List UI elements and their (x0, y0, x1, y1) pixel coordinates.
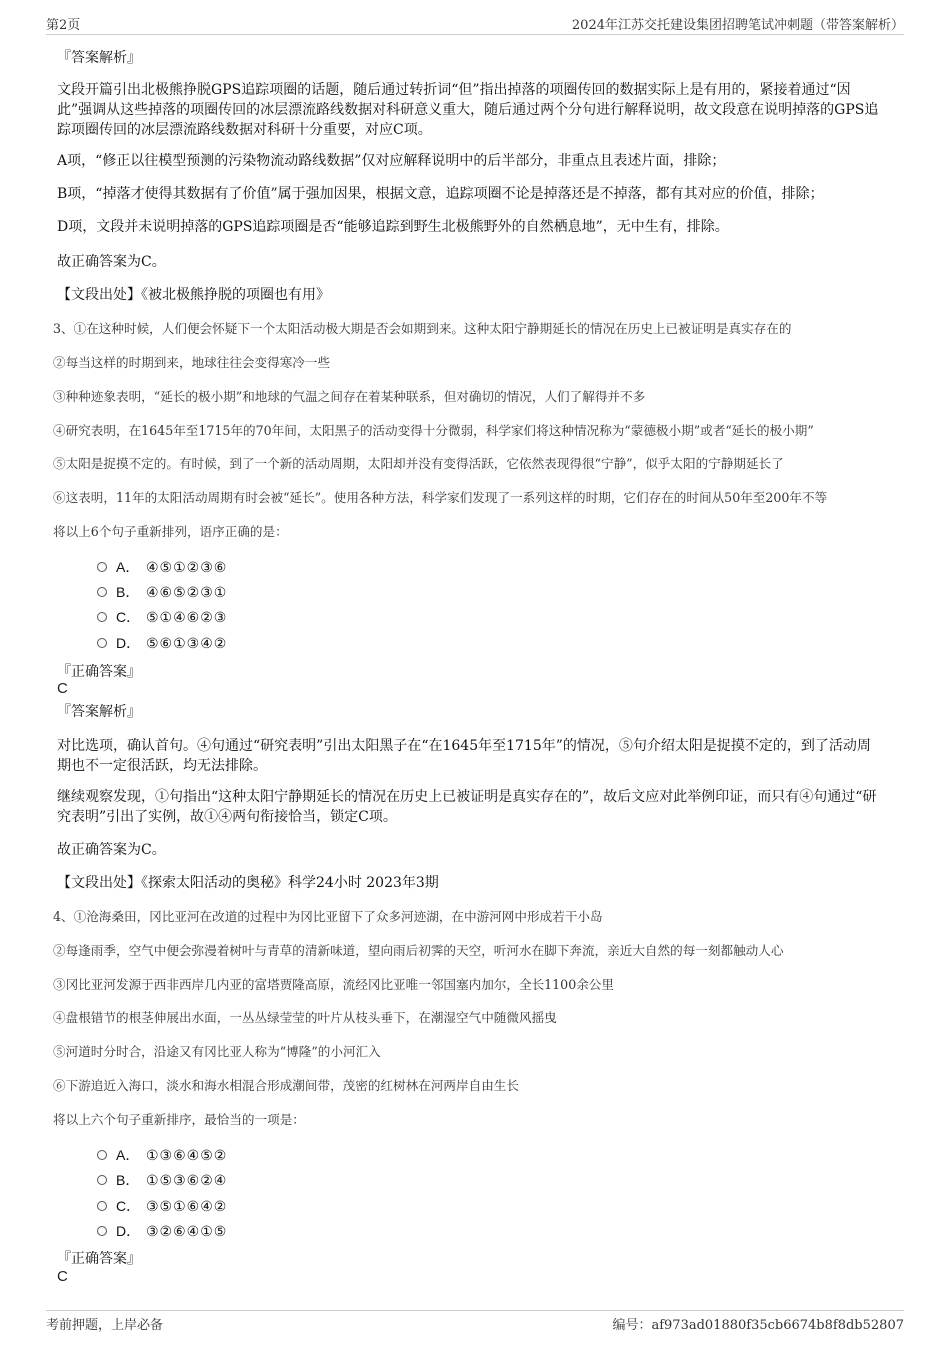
document-title: 2024年江苏交托建设集团招聘笔试冲刺题（带答案解析） (571, 18, 904, 33)
correct-answer-label: 『正确答案』 (57, 664, 141, 680)
passage-source: 【文段出处】《探索太阳活动的奥秘》科学24小时 2023年3期 (57, 875, 439, 891)
question-stem-line: ⑤河道时分时合，沿途又有冈比亚人称为“博隆”的小河汇入 (53, 1044, 381, 1059)
question-prompt: 将以上六个句子重新排序，最恰当的一项是： (53, 1112, 305, 1127)
question-stem-line: ⑥这表明，11年的太阳活动周期有时会被“延长”。使用各种方法，科学家们发现了一系列这样的时期，它们存在的时间从50年至200年不等 (53, 490, 828, 505)
radio-icon[interactable] (97, 562, 107, 572)
question-stem-line: 4、①沧海桑田，冈比亚河在改道的过程中为冈比亚留下了众多河迹湖，在中游河网中形成若干小岛 (53, 909, 603, 924)
question-stem-line: 3、①在这种时候，人们便会怀疑下一个太阳活动极大期是否会如期到来。这种太阳宁静期延长的情况在历史上已被证明是真实存在的 (53, 321, 792, 336)
radio-icon[interactable] (97, 1175, 107, 1185)
radio-icon[interactable] (97, 1201, 107, 1211)
option-a[interactable]: A． ④⑤①②③⑥ (97, 557, 227, 577)
footer-slogan: 考前押题，上岸必备 (46, 1318, 164, 1333)
question-stem-line: ⑤太阳是捉摸不定的。有时候，到了一个新的活动周期，太阳却并没有变得活跃，它依然表现得很“宁静”，似乎太阳的宁静期延长了 (53, 456, 784, 471)
correct-answer-label: 『正确答案』 (57, 1251, 141, 1267)
question-stem-line: ③冈比亚河发源于西非西岸几内亚的富塔贾隆高原，流经冈比亚唯一邻国塞内加尔，全长1100余公里 (53, 977, 614, 992)
question-stem-line: ④盘根错节的根茎伸展出水面，一丛丛绿莹莹的叶片从枝头垂下，在潮湿空气中随微风摇曳 (53, 1010, 557, 1025)
question-stem-line: ②每当这样的时期到来，地球往往会变得寒冷一些 (53, 355, 331, 370)
answer-analysis-label: 『答案解析』 (57, 704, 141, 720)
analysis-paragraph: 文段开篇引出北极熊挣脱GPS追踪项圈的话题，随后通过转折词“但”指出掉落的项圈传回的数据实际上是有用的，紧接着通过“因此”强调从这些掉落的项圈传回的冰层漂流路线数据对科研意义重大，随后通过两个分句进行解释说明，故文段意在说明掉落的GPS追踪项圈传回的冰层漂流路线数据对科研十分重要，对应C项。 (57, 82, 879, 138)
option-b[interactable]: B． ④⑥⑤②③① (97, 582, 227, 602)
radio-icon[interactable] (97, 638, 107, 648)
analysis-paragraph: B项，“掉落才使得其数据有了价值”属于强加因果，根据文意，追踪项圈不论是掉落还是不掉落，都有其对应的价值，排除； (57, 186, 824, 202)
correct-answer: C (57, 680, 68, 697)
page-header (0, 0, 950, 34)
analysis-paragraph: D项，文段并未说明掉落的GPS追踪项圈是否“能够追踪到野生北极熊野外的自然栖息地”，无中生有，排除。 (57, 219, 729, 235)
answer-analysis-label: 『答案解析』 (57, 50, 141, 66)
option-c[interactable]: C． ⑤①④⑥②③ (97, 607, 227, 627)
analysis-paragraph: A项，“修正以往模型预测的污染物流动路线数据”仅对应解释说明中的后半部分，非重点且表述片面，排除； (57, 153, 726, 169)
radio-icon[interactable] (97, 612, 107, 622)
question-prompt: 将以上6个句子重新排列，语序正确的是： (53, 524, 288, 539)
analysis-conclusion: 故正确答案为C。 (57, 254, 166, 270)
analysis-paragraph: 对比选项，确认首句。④句通过“研究表明”引出太阳黑子在“在1645年至1715年”的情况，⑤句介绍太阳是捉摸不定的，到了活动周期也不一定很活跃，均无法排除。 (57, 738, 871, 774)
question-stem-line: ⑥下游追近入海口，淡水和海水相混合形成潮间带，茂密的红树林在河两岸自由生长 (53, 1078, 519, 1093)
radio-icon[interactable] (97, 1226, 107, 1236)
analysis-paragraph: 继续观察发现，①句指出“这种太阳宁静期延长的情况在历史上已被证明是真实存在的”，故后文应对此举例印证，而只有④句通过“研究表明”引出了实例，故①④两句衔接恰当，锁定C项。 (57, 789, 877, 825)
analysis-conclusion: 故正确答案为C。 (57, 842, 166, 858)
passage-source: 【文段出处】《被北极熊挣脱的项圈也有用》 (57, 287, 330, 303)
header-divider (46, 34, 904, 35)
option-a[interactable]: A． ①③⑥④⑤② (97, 1145, 227, 1165)
option-b[interactable]: B． ①⑤③⑥②④ (97, 1170, 227, 1190)
radio-icon[interactable] (97, 587, 107, 597)
correct-answer: C (57, 1268, 68, 1285)
page-number: 第2页 (46, 18, 81, 33)
document-code: 编号：af973ad01880f35cb6674b8f8db52807 (612, 1318, 904, 1333)
question-stem-line: ④研究表明，在1645年至1715年的70年间，太阳黑子的活动变得十分微弱，科学家们将这种情况称为“蒙德极小期”或者“延长的极小期” (53, 423, 814, 438)
option-d[interactable]: D． ③②⑥④①⑤ (97, 1221, 227, 1241)
question-stem-line: ③种种迹象表明，“延长的极小期”和地球的气温之间存在着某种联系，但对确切的情况，人们了解得并不多 (53, 389, 646, 404)
radio-icon[interactable] (97, 1150, 107, 1160)
option-d[interactable]: D． ⑤⑥①③④② (97, 633, 227, 653)
option-c[interactable]: C． ③⑤①⑥④② (97, 1196, 227, 1216)
footer-divider (46, 1310, 904, 1311)
question-stem-line: ②每逢雨季，空气中便会弥漫着树叶与青草的清新味道，望向雨后初霁的天空，听河水在脚下奔流，亲近大自然的每一刻都触动人心 (53, 943, 784, 958)
